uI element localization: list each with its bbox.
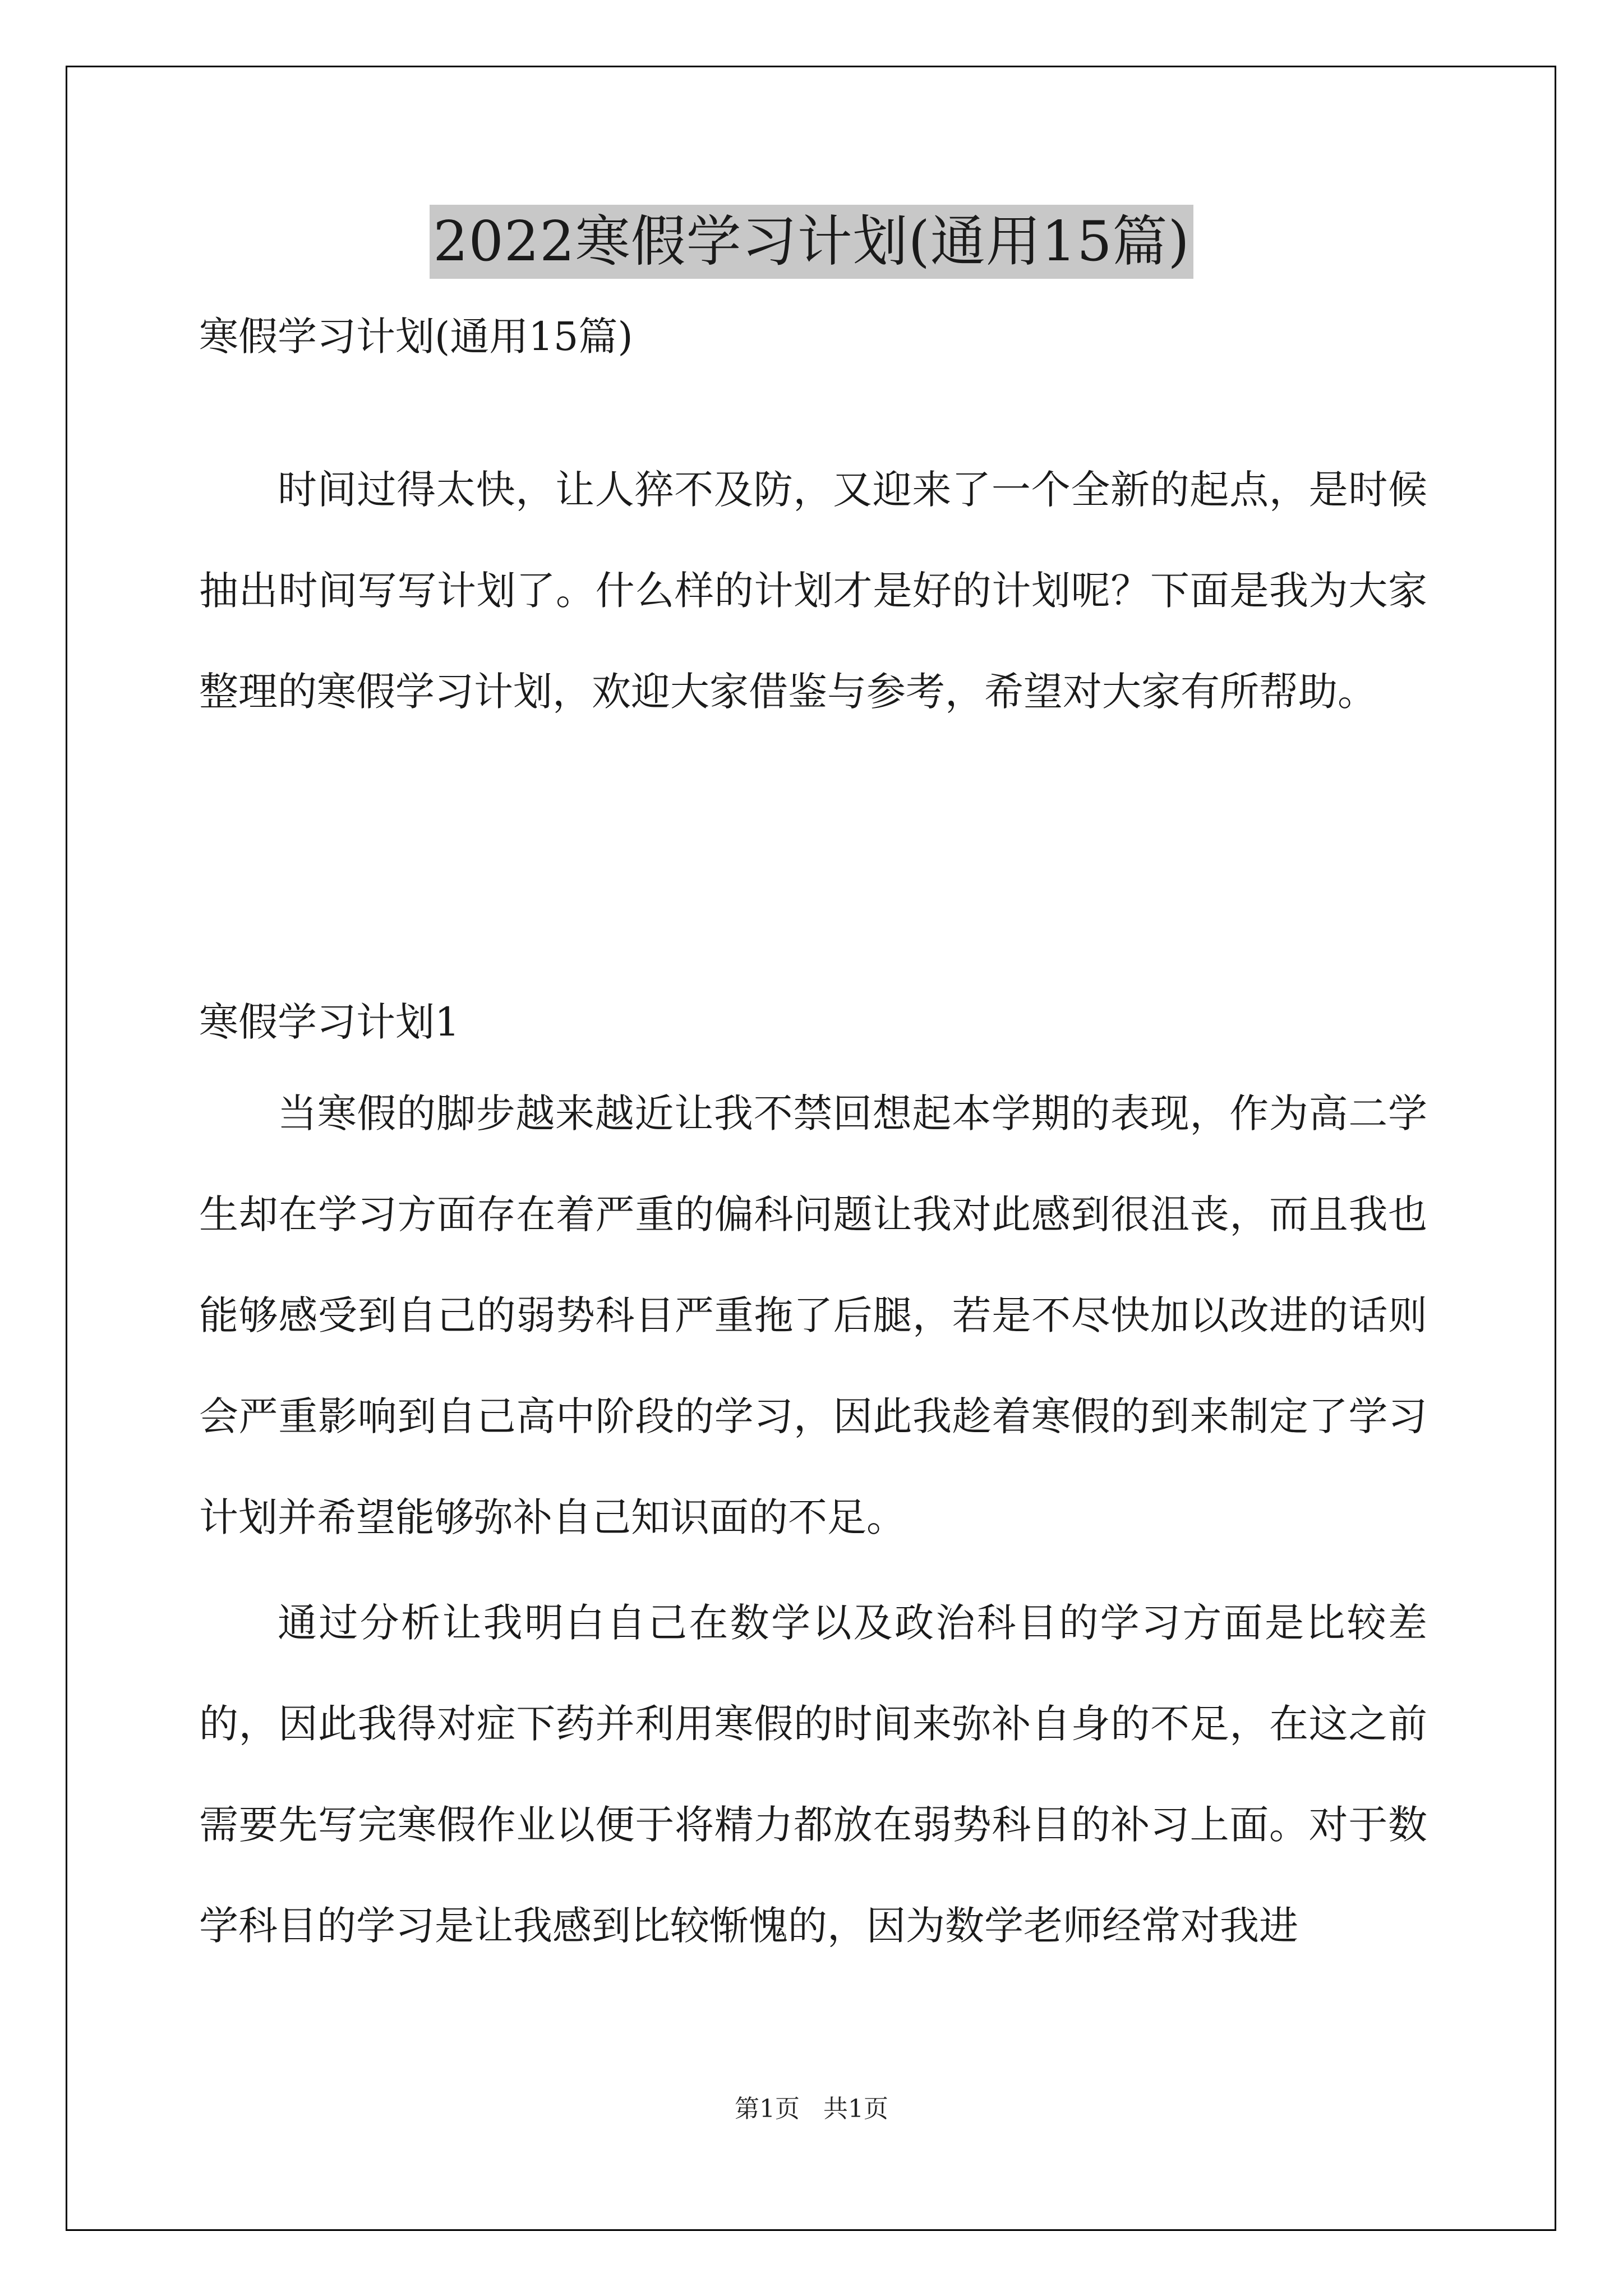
- document-subtitle: 寒假学习计划(通用15篇): [199, 314, 633, 360]
- title-container: [0, 205, 1623, 279]
- page-number-current: 第1页: [735, 2095, 800, 2123]
- section-paragraph: 当寒假的脚步越来越近让我不禁回想起本学期的表现，作为高二学生却在学习方面存在着严重的偏科问题让我对此感到很沮丧，而且我也能够感受到自己的弱势科目严重拖了后腿，若是不尽快加以改进的话则会严重影响到自己高中阶段的学习，因此我趁着寒假的到来制定了学习计划并希望能够弥补自己知识面的不足。: [199, 1091, 1427, 1540]
- page-footer: [0, 2092, 1623, 2126]
- document-title: 2022寒假学习计划(通用15篇): [430, 205, 1193, 279]
- intro-paragraph: 时间过得太快，让人猝不及防，又迎来了一个全新的起点，是时候抽出时间写写计划了。什么样的计划才是好的计划呢？下面是我为大家整理的寒假学习计划，欢迎大家借鉴与参考，希望对大家有所帮助。: [199, 467, 1427, 715]
- section-heading: 寒假学习计划1: [199, 999, 460, 1045]
- section-paragraph: 通过分析让我明白自己在数学以及政治科目的学习方面是比较差的，因此我得对症下药并利用寒假的时间来弥补自身的不足，在这之前需要先写完寒假作业以便于将精力都放在弱势科目的补习上面。对于数学科目的学习是让我感到比较惭愧的，因为数学老师经常对我进: [199, 1600, 1427, 1949]
- page-number-total: 共1页: [823, 2095, 888, 2123]
